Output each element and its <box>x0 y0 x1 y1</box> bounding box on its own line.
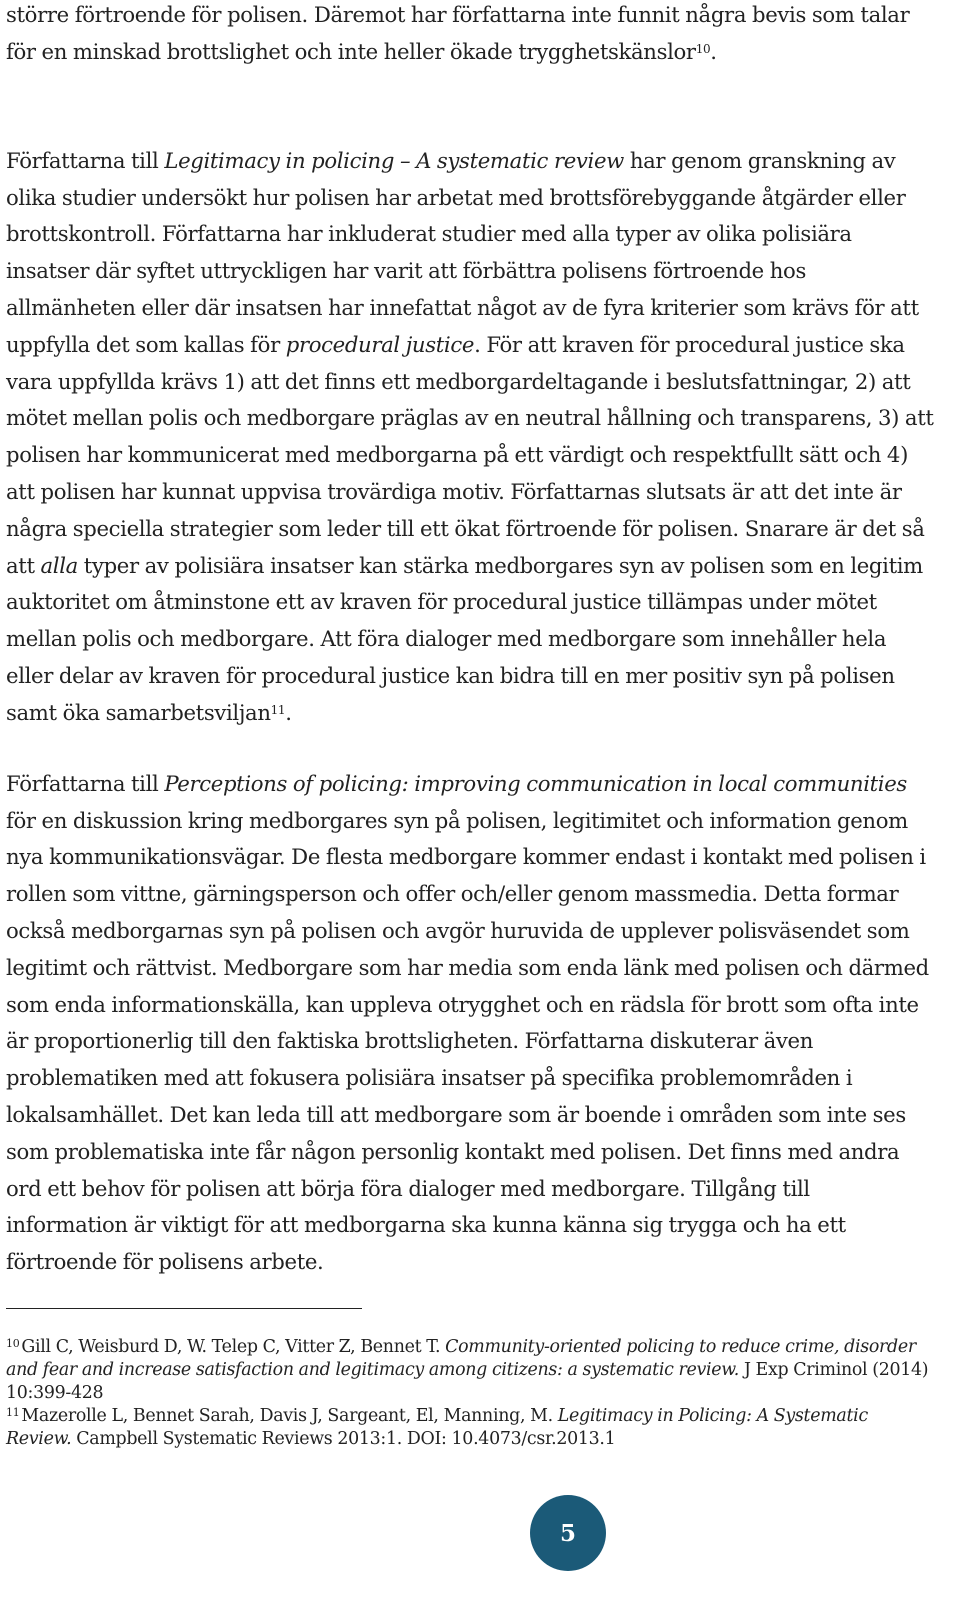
footnotes <box>6 1336 936 1451</box>
paragraph-3 <box>6 766 936 1281</box>
paragraph-3-intro: Författarna till <box>6 770 165 796</box>
footnote-title: Legitimacy in Policing: A Systematic Review. <box>6 1406 868 1449</box>
footnote-number: 10 <box>6 1337 20 1351</box>
footnote-divider <box>6 1308 362 1309</box>
paragraph-3-rest: för en diskussion kring medborgares syn på polisen, legitimitet och information genom nya kommunikationsvägar. De flesta medborgare kommer endast i kontakt med polisen i rollen som vittne, gärningsperson och offer och/eller genom massmedia. Detta formar också medborgarnas syn på polisen och avgör huruvida de upplever polisväsendet som legitimt och rättvist. Medborgare som har media som enda länk med polisen och därmed som enda informationskälla, kan uppleva otrygghet och en rädsla för brott som ofta inte är proportionerlig till den faktiska brottsligheten. Författarna diskuterar även problematiken med att fokusera polisiära insatser på specifika problemområden i lokalsamhället. Det kan leda till att medborgare som är boende i områden som inte ses som problematiska inte får någon personlig kontakt med polisen. Det finns med andra ord ett behov för polisen att börja föra dialoger med medborgare. Tillgång till information är viktigt för att medborgarna ska kunna känna sig trygga och ha ett förtroende för polisens arbete. <box>6 807 929 1275</box>
footnote-authors: Mazerolle L, Bennet Sarah, Davis J, Sargeant, El, Manning, M. <box>21 1406 558 1426</box>
footnote-number: 11 <box>6 1406 20 1420</box>
footnote-ref-10[interactable]: 10 <box>695 41 711 56</box>
paragraph-3-title: Perceptions of policing: improving communication in local communities <box>164 770 907 796</box>
paragraph-1-text: större förtroende för polisen. Däremot har författarna inte funnit några bevis som talar för en minskad brottslighet och inte heller ökade trygghetskänslor <box>6 2 910 64</box>
paragraph-2-title: Legitimacy in policing – A systematic review <box>164 147 624 173</box>
footnote-11 <box>6 1405 936 1451</box>
paragraph-2-alla: alla <box>40 552 78 578</box>
paragraph-2-term: procedural justice <box>285 331 475 357</box>
paragraph-2-end: . <box>285 699 292 725</box>
paragraph-1-end: . <box>710 38 717 64</box>
page-number: 5 <box>559 1519 576 1547</box>
paragraph-2-intro: Författarna till <box>6 147 165 173</box>
paragraph-2-part3: typer av polisiära insatser kan stärka medborgares syn av polisen som en legitim auktoritet om åtminstone ett av kraven för procedural justice tillämpas under mötet mellan polis och medborgare. Att föra dialoger med medborgare som innehåller hela eller delar av kraven för procedural justice kan bidra till en mer positiv syn på polisen samt öka samarbetsviljan <box>6 552 923 725</box>
paragraph-2 <box>6 143 936 732</box>
paragraph-2-part1: har genom granskning av olika studier undersökt hur polisen har arbetat med brottsförebyggande åtgärder eller brottskontroll. Författarna har inkluderat studier med alla typer av olika polisiära insatser där syftet uttryckligen har varit att förbättra polisens förtroende hos allmänheten eller där insatsen har innefattat något av de fyra kriterier som krävs för att uppfylla det som kallas för <box>6 147 919 357</box>
footnote-authors: Gill C, Weisburd D, W. Telep C, Vitter Z, Bennet T. <box>21 1337 446 1357</box>
paragraph-1 <box>6 0 936 71</box>
footnote-source: J Exp Criminol (2014) 10:399-428 <box>6 1360 929 1403</box>
paragraph-2-part2: . För att kraven för procedural justice ska vara uppfyllda krävs 1) att det finns ett medborgardeltagande i beslutsfattningar, 2) att mötet mellan polis och medborgare präglas av en neutral hållning och transparens, 3) att polisen har kommunicerat med medborgarna på ett värdigt och respektfullt sätt och 4) att polisen har kunnat uppvisa trovärdiga motiv. Författarnas slutsats är att det inte är några speciella strategier som leder till ett ökat förtroende för polisen. Snarare är det så att <box>6 331 934 578</box>
page-number-badge <box>530 1495 606 1571</box>
footnote-10 <box>6 1336 936 1405</box>
footnote-ref-11[interactable]: 11 <box>270 702 286 717</box>
footnote-source: Campbell Systematic Reviews 2013:1. DOI: 10.4073/csr.2013.1 <box>71 1429 616 1449</box>
footnote-title: Community-oriented policing to reduce crime, disorder and fear and increase satisfaction and legitimacy among citizens: a systematic review. <box>6 1337 916 1380</box>
